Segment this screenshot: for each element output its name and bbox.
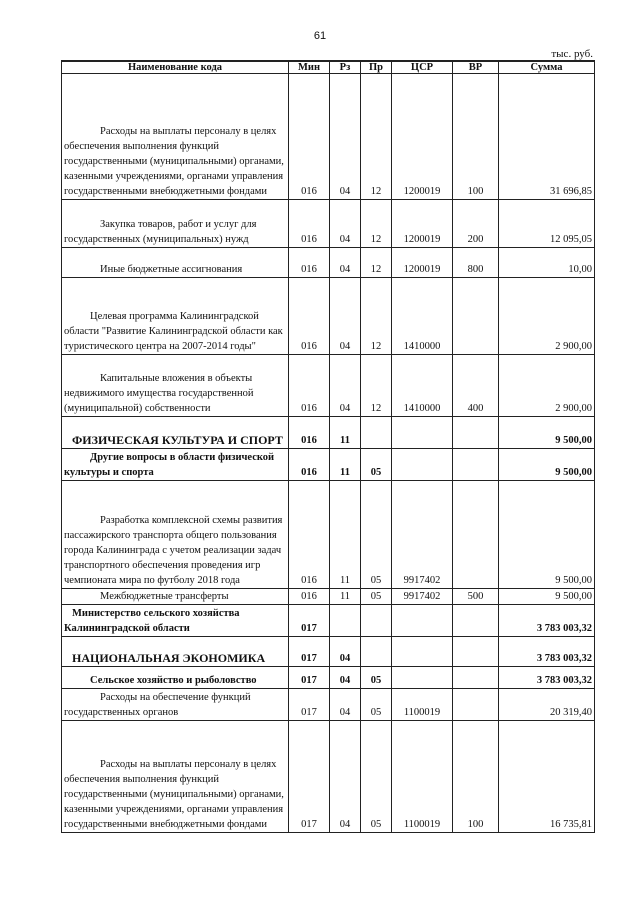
row-sum: 9 500,00: [499, 589, 595, 605]
header-vr: ВР: [453, 61, 499, 74]
row-sum: 3 783 003,32: [499, 667, 595, 689]
table-row: [62, 200, 595, 248]
row-min: 016: [289, 481, 330, 589]
row-pr: 05: [361, 449, 392, 481]
row-name: Иные бюджетные ассигнования: [62, 248, 289, 278]
row-min: 017: [289, 667, 330, 689]
row-sum: 31 696,85: [499, 74, 595, 200]
row-min: 017: [289, 689, 330, 721]
row-csr: 1410000: [392, 278, 453, 355]
row-csr: 1200019: [392, 248, 453, 278]
row-vr: [453, 481, 499, 589]
row-pr: [361, 637, 392, 667]
row-pr: [361, 417, 392, 449]
header-rz: Рз: [330, 61, 361, 74]
row-name: НАЦИОНАЛЬНАЯ ЭКОНОМИКА: [62, 637, 289, 667]
row-rz: 11: [330, 449, 361, 481]
table-row: [62, 637, 595, 667]
row-sum: 9 500,00: [499, 449, 595, 481]
row-sum: 10,00: [499, 248, 595, 278]
row-csr: [392, 667, 453, 689]
row-vr: [453, 605, 499, 637]
row-min: 016: [289, 589, 330, 605]
row-csr: [392, 605, 453, 637]
row-pr: 12: [361, 355, 392, 417]
row-sum: 2 900,00: [499, 355, 595, 417]
row-sum: 9 500,00: [499, 417, 595, 449]
page-number: 61: [313, 30, 327, 42]
table-row: [62, 278, 595, 355]
row-rz: 04: [330, 667, 361, 689]
table-row: [62, 355, 595, 417]
row-name: Сельское хозяйство и рыболовство: [62, 667, 289, 689]
row-sum: 9 500,00: [499, 481, 595, 589]
budget-table: [61, 60, 595, 833]
row-pr: 12: [361, 74, 392, 200]
row-rz: 04: [330, 637, 361, 667]
row-min: 017: [289, 605, 330, 637]
row-rz: [330, 605, 361, 637]
row-pr: 05: [361, 689, 392, 721]
row-csr: 9917402: [392, 481, 453, 589]
row-rz: 04: [330, 721, 361, 833]
header-pr: Пр: [361, 61, 392, 74]
row-csr: 1100019: [392, 721, 453, 833]
row-csr: [392, 417, 453, 449]
row-sum: 2 900,00: [499, 278, 595, 355]
table-row: [62, 74, 595, 200]
row-name: Разработка комплексной схемы развития пассажирского транспорта общего пользования города Калининграда с учетом реализации задач транспортного обеспечения проведения игр чемпионата мира по футболу 2018 года: [62, 481, 289, 589]
row-rz: 04: [330, 74, 361, 200]
row-min: 017: [289, 637, 330, 667]
table-row: [62, 721, 595, 833]
header-csr: ЦСР: [392, 61, 453, 74]
table-header-row: [62, 61, 595, 74]
row-min: 017: [289, 721, 330, 833]
table-row: [62, 248, 595, 278]
row-name: Расходы на выплаты персоналу в целях обеспечения выполнения функций государственными (муниципальными) органами, казенными учреждениями, органами управления государственными внебюджетными фондами: [62, 74, 289, 200]
row-rz: 04: [330, 200, 361, 248]
row-vr: 200: [453, 200, 499, 248]
row-csr: [392, 637, 453, 667]
table-row: [62, 605, 595, 637]
row-pr: 05: [361, 721, 392, 833]
row-sum: 3 783 003,32: [499, 605, 595, 637]
row-name: Капитальные вложения в объекты недвижимого имущества государственной (муниципальной) собственности: [62, 355, 289, 417]
row-sum: 12 095,05: [499, 200, 595, 248]
row-pr: 05: [361, 589, 392, 605]
row-min: 016: [289, 449, 330, 481]
row-min: 016: [289, 248, 330, 278]
row-vr: 400: [453, 355, 499, 417]
row-vr: [453, 449, 499, 481]
row-min: 016: [289, 355, 330, 417]
row-name: Другие вопросы в области физической культуры и спорта: [62, 449, 289, 481]
row-csr: 1200019: [392, 74, 453, 200]
row-name: Закупка товаров, работ и услуг для государственных (муниципальных) нужд: [62, 200, 289, 248]
row-csr: 1100019: [392, 689, 453, 721]
row-rz: 04: [330, 689, 361, 721]
table-row: [62, 589, 595, 605]
row-sum: 16 735,81: [499, 721, 595, 833]
row-rz: 04: [330, 355, 361, 417]
units-label: тыс. руб.: [551, 48, 593, 60]
row-min: 016: [289, 74, 330, 200]
row-vr: 100: [453, 74, 499, 200]
row-vr: [453, 417, 499, 449]
row-rz: 04: [330, 278, 361, 355]
row-sum: 3 783 003,32: [499, 637, 595, 667]
row-name: Целевая программа Калининградской области "Развитие Калининградской области как туристического центра на 2007-2014 годы": [62, 278, 289, 355]
row-rz: 11: [330, 589, 361, 605]
row-sum: 20 319,40: [499, 689, 595, 721]
row-vr: 100: [453, 721, 499, 833]
row-csr: 1410000: [392, 355, 453, 417]
table-row: [62, 417, 595, 449]
row-name: Расходы на выплаты персоналу в целях обеспечения выполнения функций государственными (муниципальными) органами, казенными учреждениями, органами управления государственными внебюджетными фондами: [62, 721, 289, 833]
row-pr: 05: [361, 667, 392, 689]
row-rz: 11: [330, 481, 361, 589]
table-row: [62, 481, 595, 589]
row-rz: 11: [330, 417, 361, 449]
row-vr: 500: [453, 589, 499, 605]
table-row: [62, 449, 595, 481]
row-min: 016: [289, 417, 330, 449]
header-name: Наименование кода: [62, 61, 289, 74]
row-vr: [453, 667, 499, 689]
row-vr: [453, 278, 499, 355]
row-csr: [392, 449, 453, 481]
row-name: Межбюджетные трансферты: [62, 589, 289, 605]
row-name: ФИЗИЧЕСКАЯ КУЛЬТУРА И СПОРТ: [62, 417, 289, 449]
row-name: Министерство сельского хозяйства Калининградской области: [62, 605, 289, 637]
row-pr: 05: [361, 481, 392, 589]
row-csr: 1200019: [392, 200, 453, 248]
row-vr: 800: [453, 248, 499, 278]
table-row: [62, 689, 595, 721]
header-sum: Сумма: [499, 61, 595, 74]
row-pr: 12: [361, 248, 392, 278]
row-name: Расходы на обеспечение функций государственных органов: [62, 689, 289, 721]
row-min: 016: [289, 200, 330, 248]
header-min: Мин: [289, 61, 330, 74]
row-pr: 12: [361, 278, 392, 355]
row-vr: [453, 637, 499, 667]
table-row: [62, 667, 595, 689]
row-min: 016: [289, 278, 330, 355]
row-vr: [453, 689, 499, 721]
row-pr: 12: [361, 200, 392, 248]
row-csr: 9917402: [392, 589, 453, 605]
row-rz: 04: [330, 248, 361, 278]
row-pr: [361, 605, 392, 637]
